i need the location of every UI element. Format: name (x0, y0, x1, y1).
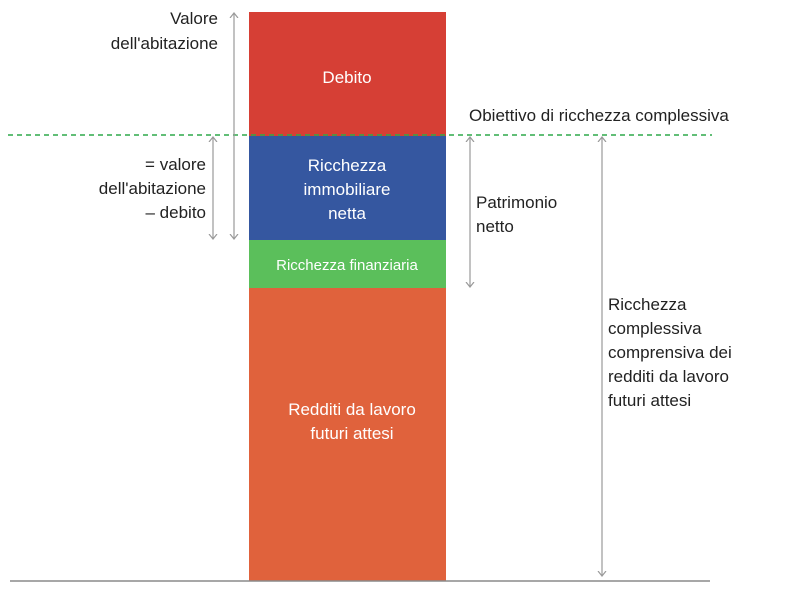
label-redditi-lavoro-2: futuri attesi (310, 424, 394, 443)
label-ricchezza-immobiliare-2: immobiliare (303, 180, 391, 199)
label-redditi-lavoro-1: Redditi da lavoro (288, 400, 416, 419)
label-formula-2: dell'abitazione (98, 179, 206, 198)
label-formula-3: – debito (145, 203, 206, 222)
label-ricchezza-immobiliare-1: Ricchezza (307, 156, 387, 175)
label-complessiva-4: redditi da lavoro (608, 367, 729, 386)
label-complessiva-2: complessiva (608, 319, 702, 338)
label-patrimonio-1: Patrimonio (476, 193, 558, 212)
label-ricchezza-immobiliare-3: netta (328, 204, 366, 223)
label-obiettivo: Obiettivo di ricchezza complessiva (469, 106, 729, 125)
label-valore-abitazione-2: dell'abitazione (110, 34, 218, 53)
label-patrimonio-2: netto (476, 217, 514, 236)
label-ricchezza-finanziaria: Ricchezza finanziaria (276, 257, 418, 274)
label-valore-abitazione-1: Valore (170, 9, 218, 28)
label-debito: Debito (322, 68, 372, 87)
label-complessiva-5: futuri attesi (608, 391, 692, 410)
label-complessiva-3: comprensiva dei (608, 343, 732, 362)
label-formula-1: = valore (145, 155, 206, 174)
label-complessiva-1: Ricchezza (608, 295, 687, 314)
